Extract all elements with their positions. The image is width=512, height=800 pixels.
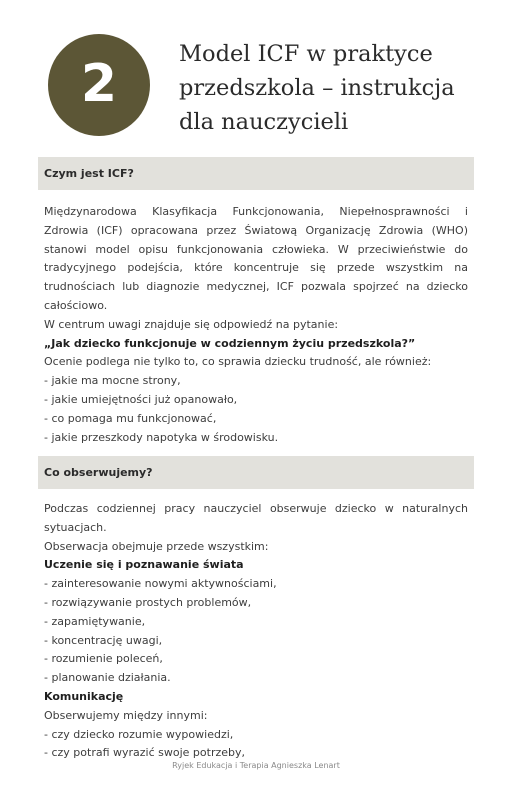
section-heading-2: Co obserwujemy?	[44, 466, 153, 479]
number-badge	[48, 34, 150, 136]
title-line-2: przedszkola – instrukcja	[179, 75, 455, 101]
section-2-lead: Obserwacja obejmuje przede wszystkim:	[44, 539, 269, 553]
list-item: - jakie przeszkody napotyka w środowisku.	[44, 430, 279, 444]
list-item: - czy potrafi wyrazić swoje potrzeby,	[44, 746, 246, 760]
section-2-body	[44, 500, 468, 763]
section-heading-bar-2	[38, 456, 474, 489]
section-heading-bar-1	[38, 157, 474, 190]
section-1-lead: W centrum uwagi znajduje się odpowiedź na pytanie:	[44, 317, 339, 331]
section-2-subheading-2: Komunikację	[44, 689, 124, 703]
section-1-assessment: Ocenie podlega nie tylko to, co sprawia dziecku trudność, ale również:	[44, 355, 432, 369]
list-item: - co pomaga mu funkcjonować,	[44, 411, 217, 425]
section-1-question: „Jak dziecko funkcjonuje w codziennym życiu przedszkola?”	[44, 336, 416, 350]
section-1-body	[44, 203, 468, 447]
page-footer: Ryjek Edukacja i Terapia Agnieszka Lenart	[172, 761, 340, 770]
list-item: - zapamiętywanie,	[44, 614, 146, 628]
title-line-1: Model ICF w praktyce	[179, 41, 433, 67]
list-item: - planowanie działania.	[44, 671, 171, 685]
list-item: - czy dziecko rozumie wypowiedzi,	[44, 727, 234, 741]
list-item: - jakie ma mocne strony,	[44, 374, 181, 388]
title-line-3: dla nauczycieli	[179, 109, 349, 135]
page-title	[179, 37, 479, 139]
section-1-intro: Międzynarodowa Klasyfikacja Funkcjonowania, Niepełnosprawności i Zdrowia (ICF) opracowana przez Światową Organizację Zdrowia (WHO) stanowi model opisu funkcjonowania człowieka. W przeciwieństwie do tradycyjnego podejścia, które koncentruje się przede wszystkim na trudnościach lub diagnozie medycznej, ICF pozwala spojrzeć na dziecko całościowo.	[44, 205, 468, 312]
list-item: - koncentrację uwagi,	[44, 633, 163, 647]
section-2-intro: Podczas codziennej pracy nauczyciel obserwuje dziecko w naturalnych sytuacjach.	[44, 502, 468, 534]
section-2-subheading-1: Uczenie się i poznawanie świata	[44, 558, 244, 572]
list-item: - jakie umiejętności już opanowało,	[44, 392, 238, 406]
list-item: - rozwiązywanie prostych problemów,	[44, 595, 252, 609]
list-item: - rozumienie poleceń,	[44, 652, 163, 666]
badge-number: 2	[80, 54, 118, 114]
list-item: - zainteresowanie nowymi aktywnościami,	[44, 577, 277, 591]
section-2-lead-2: Obserwujemy między innymi:	[44, 708, 208, 722]
section-heading-1: Czym jest ICF?	[44, 167, 134, 180]
